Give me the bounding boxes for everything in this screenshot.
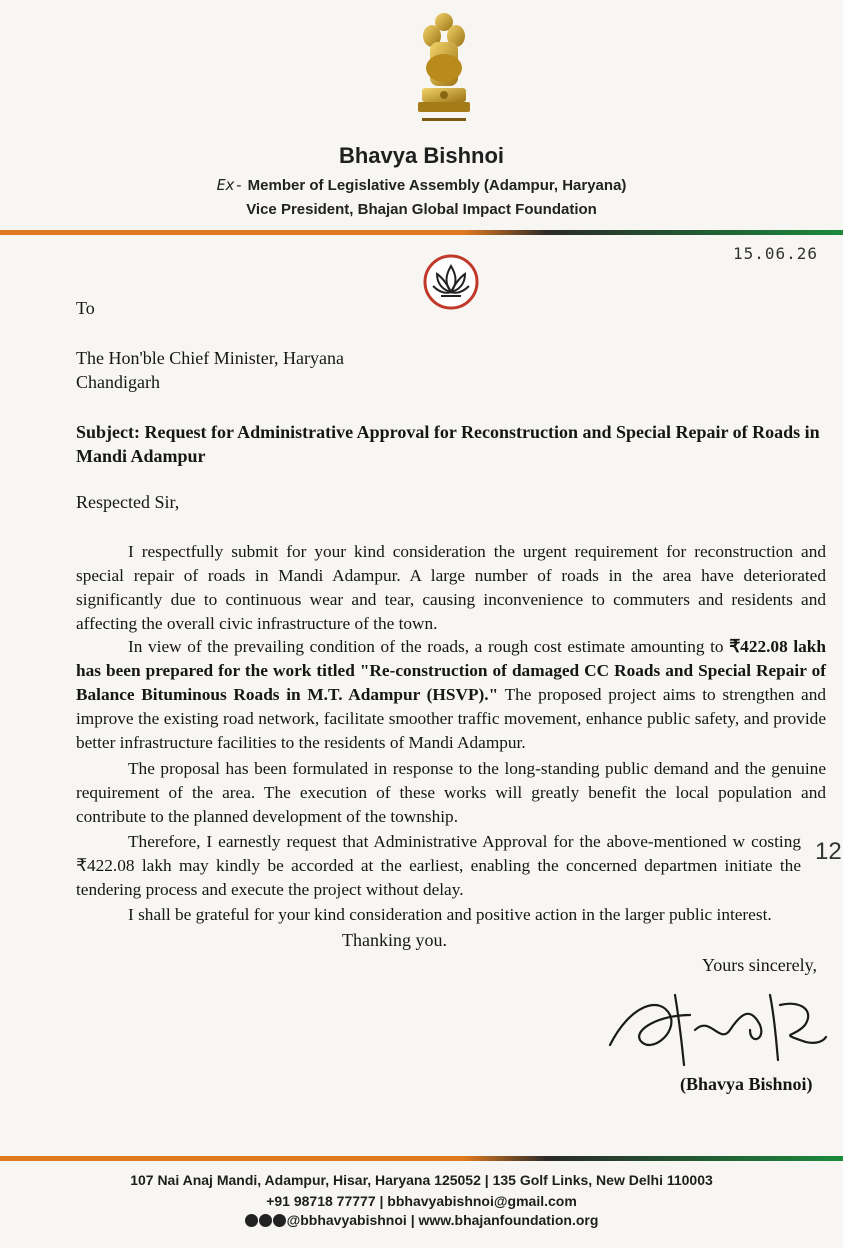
- footer-social: [0, 1212, 843, 1228]
- paragraph-1: I respectfully submit for your kind consideration the urgent requirement for reconstruction and special repair of roads in Mandi Adampur. A large number of roads in the area have deteriorated significantly due to continuous wear and tear, causing inconvenience to commuters and residents and affecting the overall civic infrastructure of the town.: [76, 542, 826, 633]
- closing-line: Yours sincerely,: [702, 955, 817, 975]
- state-emblem-icon: [412, 8, 476, 134]
- letter-date: 15.06.26: [733, 244, 819, 263]
- salutation: Respected Sir,: [76, 492, 180, 512]
- letterhead-designation: [0, 176, 843, 194]
- tricolor-divider-top: [0, 230, 843, 235]
- thanks-line: Thanking you.: [342, 930, 447, 950]
- recipient-line-2: Chandigarh: [76, 372, 160, 392]
- tricolor-divider-bottom: [0, 1156, 843, 1161]
- paragraph-4: Therefore, I earnestly request that Administrative Approval for the above-mentioned w costing ₹422.08 lakh may kindly be accorded at the earliest, enabling the concerned departmen initiate the tendering process and execute the project without delay.: [76, 832, 801, 899]
- paragraph-5: I shall be grateful for your kind consideration and positive action in the larger public interest.: [128, 905, 772, 924]
- footer-social-text: @bbhavyabishnoi | www.bhajanfoundation.org: [286, 1212, 599, 1228]
- to-label: To: [76, 298, 95, 318]
- designation-text: Member of Legislative Assembly (Adampur, Haryana): [247, 177, 627, 194]
- ex-prefix: Ex-: [216, 176, 244, 194]
- recipient-line-1: The Hon'ble Chief Minister, Haryana: [76, 348, 344, 368]
- paragraph-3: The proposal has been formulated in response to the long-standing public demand and the genuine requirement of the area. The execution of these works will greatly benefit the local population and contribute to the planned development of the township.: [76, 759, 826, 826]
- twitter-icon: [259, 1214, 272, 1227]
- facebook-icon: [245, 1214, 258, 1227]
- footer-contact: +91 98718 77777 | bbhavyabishnoi@gmail.com: [266, 1193, 577, 1209]
- page-number: 12: [815, 838, 842, 865]
- letter-subject: Subject: Request for Administrative Approval for Reconstruction and Special Repair of Roads in Mandi Adampur: [76, 422, 820, 466]
- handwritten-signature: [600, 985, 830, 1075]
- signer-name: (Bhavya Bishnoi): [680, 1074, 813, 1094]
- letterhead-name: Bhavya Bishnoi: [338, 143, 505, 168]
- lotus-symbol-icon: [419, 254, 483, 310]
- letterhead-foundation: Vice President, Bhajan Global Impact Foundation: [246, 201, 597, 218]
- footer-address: 107 Nai Anaj Mandi, Adampur, Hisar, Haryana 125052 | 135 Golf Links, New Delhi 110003: [130, 1172, 713, 1188]
- paragraph-2: In view of the prevailing condition of the roads, a rough cost estimate amounting to ₹422.08 lakh has been prepared for the work titled "Re-construction of damaged CC Roads and Special Repair of Balance Bituminous Roads in M.T. Adampur (HSVP)." The proposed project aims to strengthen and improve the existing road network, facilitate smoother traffic movement, enhance public safety, and provide better infrastructure facilities to the residents of Mandi Adampur.: [76, 637, 826, 752]
- instagram-icon: [273, 1214, 286, 1227]
